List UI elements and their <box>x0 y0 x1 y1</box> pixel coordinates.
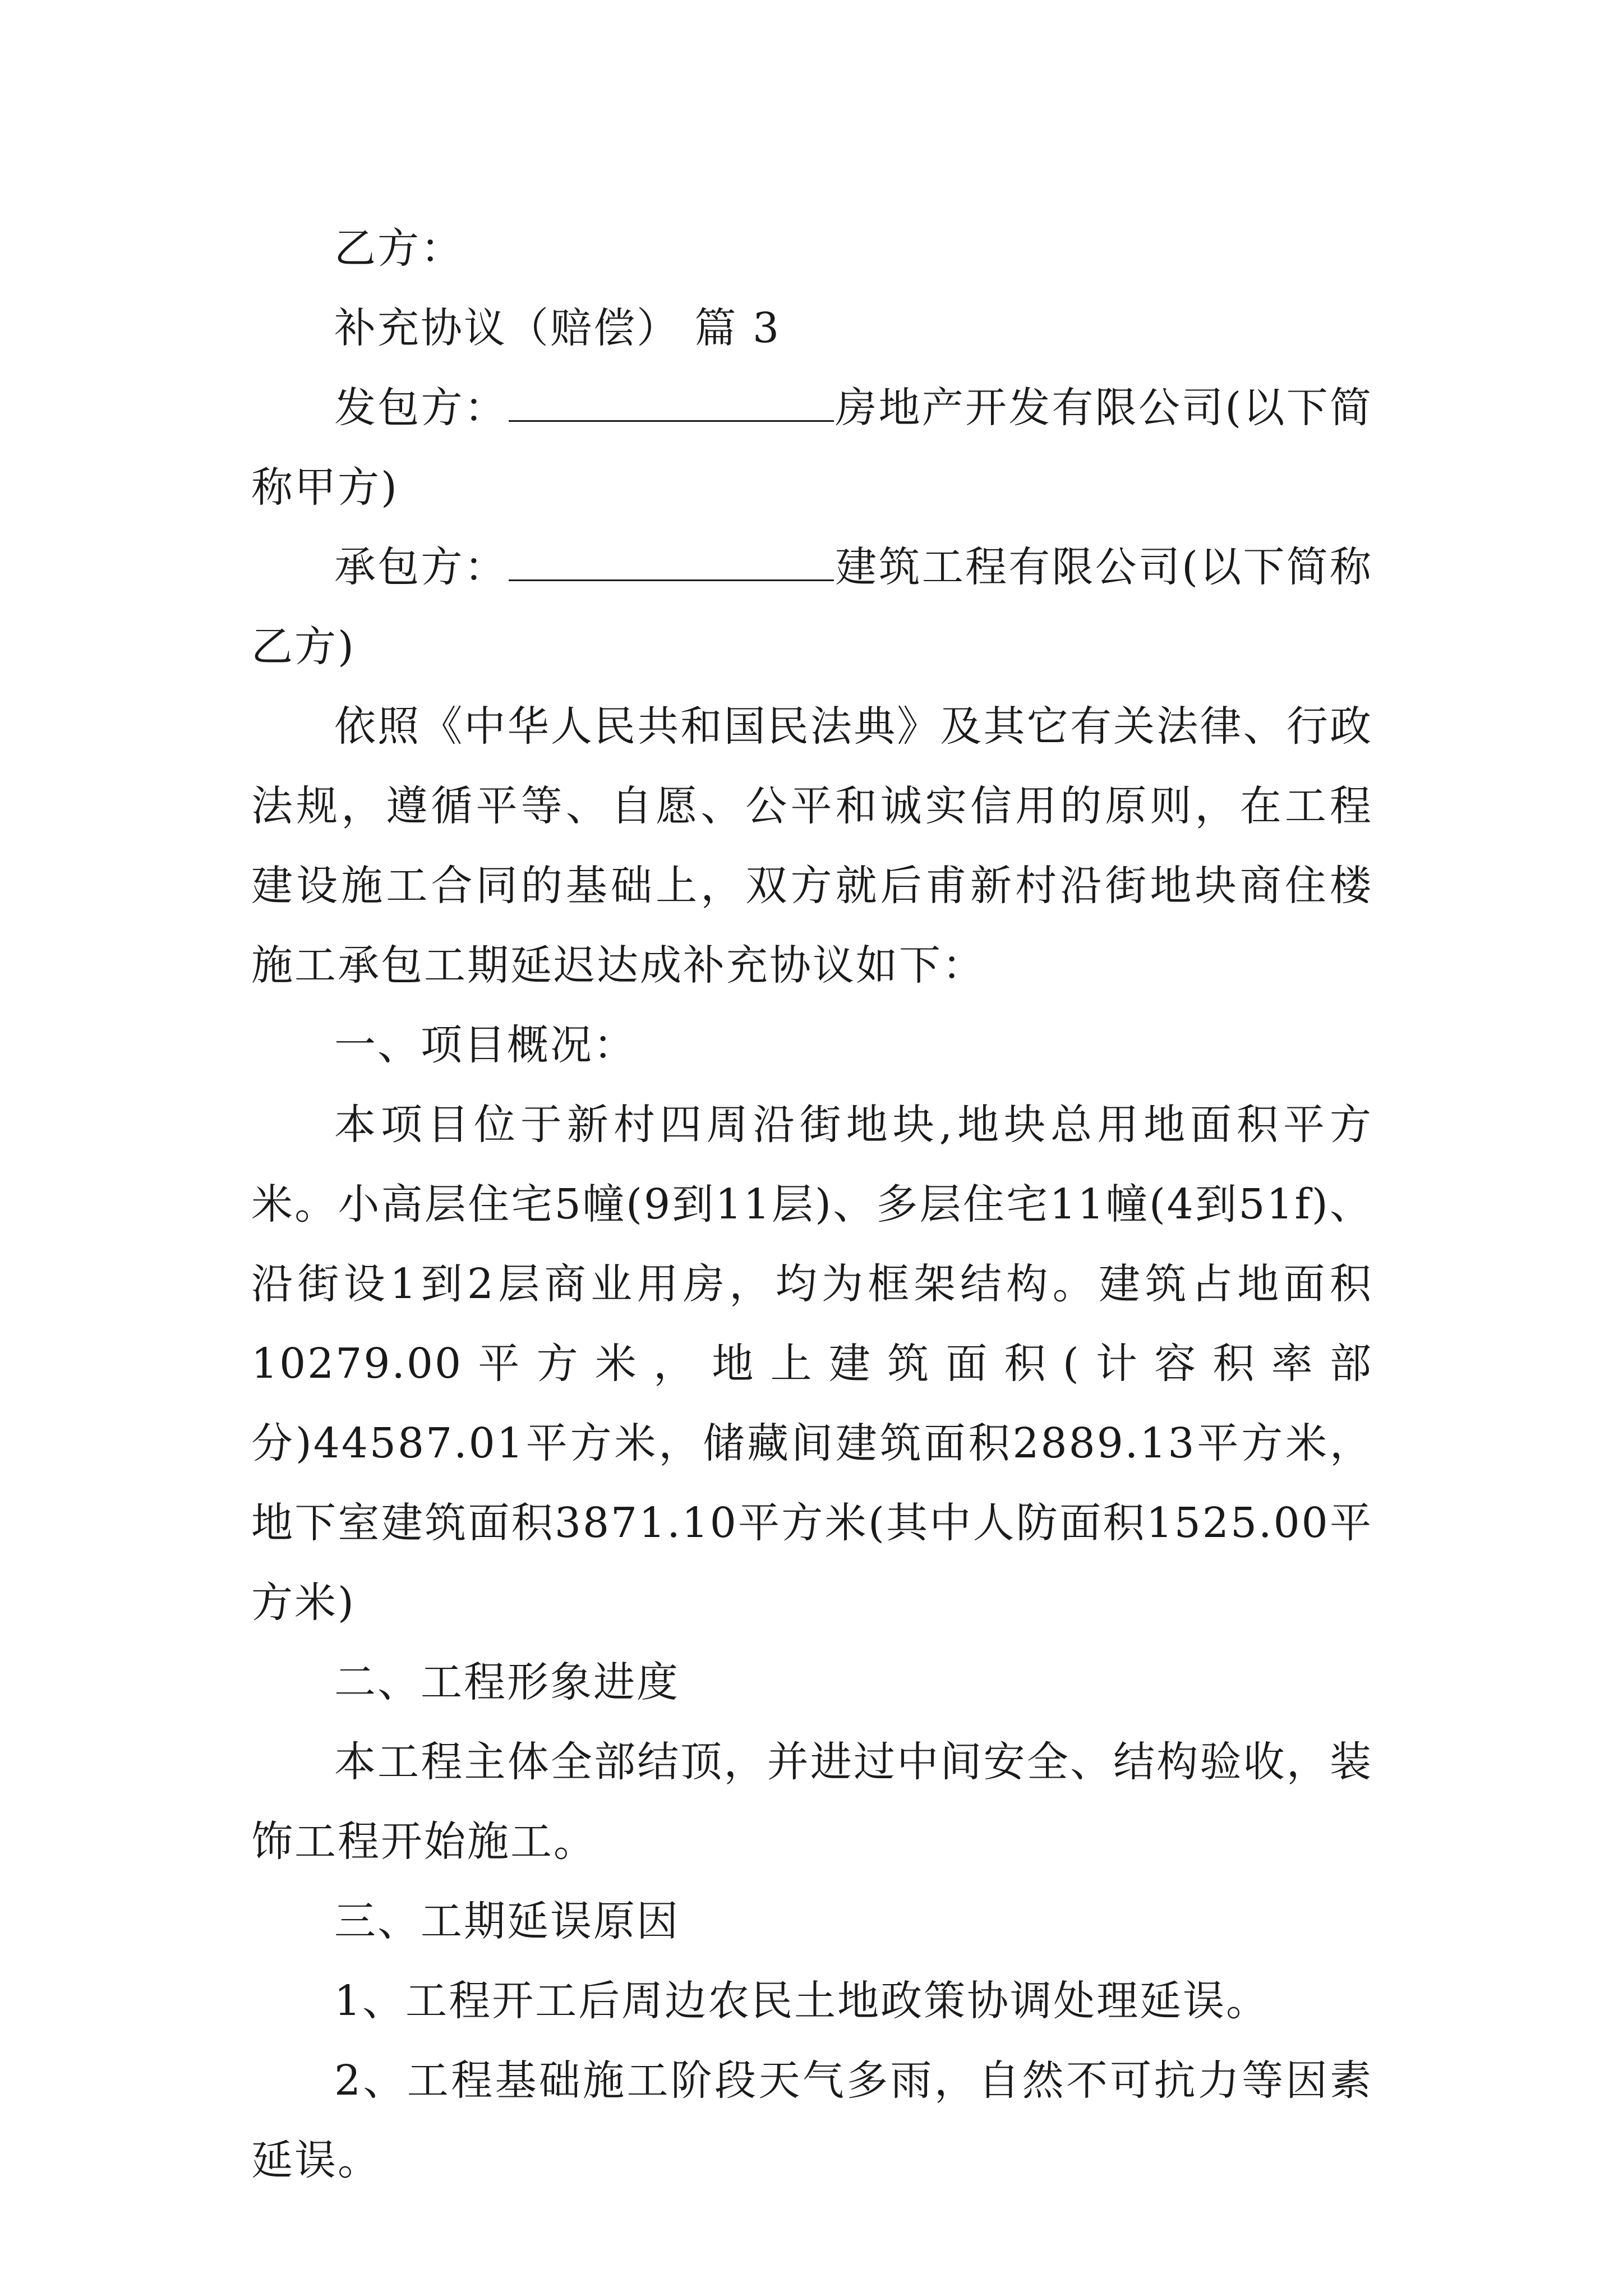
progress-paragraph: 本工程主体全部结顶，并进过中间安全、结构验收，装饰工程开始施工。 <box>251 1738 1373 1866</box>
employer-line <box>251 368 1373 527</box>
contractor-blank <box>509 546 834 581</box>
heading-progress: 二、工程形象进度 <box>334 1658 680 1706</box>
document-body <box>251 209 1373 2200</box>
contractor-line <box>251 527 1373 687</box>
delay-reason-1: 1、工程开工后周边农民土地政策协调处理延误。 <box>334 1977 1270 2025</box>
contractor-text: 建筑工程有限公司(以下简称乙方) <box>251 543 1373 671</box>
employer-label: 发包方： <box>334 384 508 432</box>
project-overview-paragraph: 本项目位于新村四周沿街地块,地块总用地面积平方米。小高层住宅5幢(9到11层)、多层住宅11幢(4到51f)、沿街设1到2层商业用房，均为框架结构。建筑占地面积10279.00平方米，地上建筑面积(计容积率部分)44587.01平方米，储藏间建筑面积2889.13平方米，地下室建筑面积3871.10平方米(其中人防面积1525.00平方米) <box>251 1101 1373 1627</box>
employer-blank <box>509 386 834 422</box>
preamble-paragraph: 依照《中华人民共和国民法典》及其它有关法律、行政法规，遵循平等、自愿、公平和诚实信用的原则，在工程建设施工合同的基础上，双方就后甫新村沿街地块商住楼施工承包工期延迟达成补充协议如下： <box>251 702 1373 990</box>
party-b-line: 乙方： <box>334 224 464 273</box>
contractor-label: 承包方： <box>334 543 508 591</box>
heading-delay-reasons: 三、工期延误原因 <box>334 1897 680 1945</box>
employer-text: 房地产开发有限公司(以下简称甲方) <box>251 384 1373 512</box>
heading-project-overview: 一、项目概况： <box>334 1021 637 1069</box>
delay-reason-2: 2、工程基础施工阶段天气多雨，自然不可抗力等因素延误。 <box>251 2056 1373 2184</box>
section-title: 补充协议（赔偿） 篇 3 <box>334 304 781 352</box>
